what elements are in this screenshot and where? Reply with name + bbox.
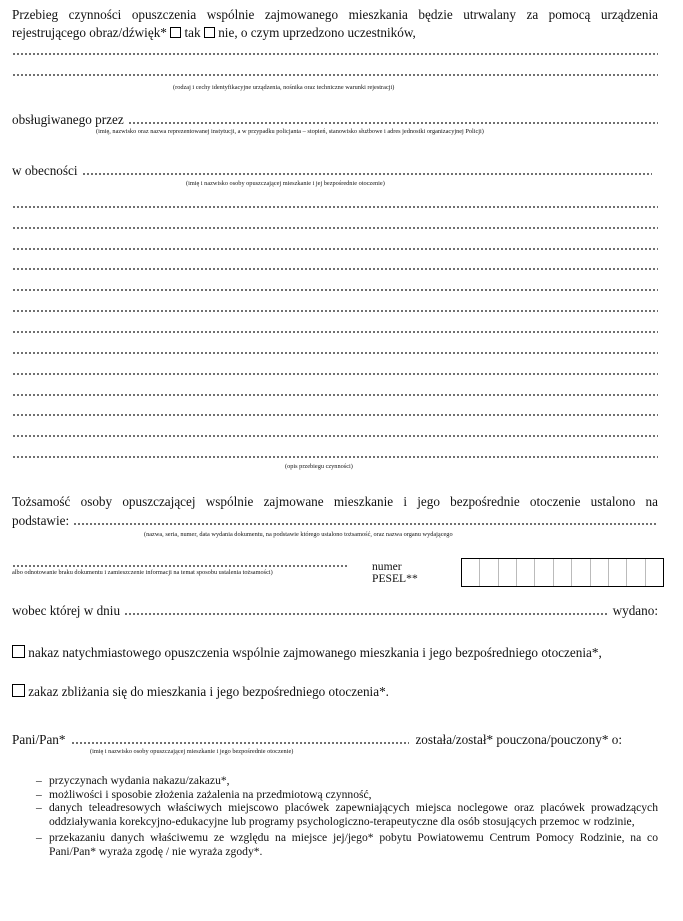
operator-label: obsługiwanego przez [12, 112, 124, 127]
recording-device-field-1[interactable] [12, 53, 658, 55]
pesel-digit-cell [591, 559, 609, 586]
recording-no-checkbox[interactable] [204, 27, 215, 38]
pesel-label [372, 561, 418, 586]
instruction-row [12, 731, 622, 748]
description-field-10[interactable] [12, 394, 658, 396]
description-field-1[interactable] [12, 206, 658, 208]
description-field-8[interactable] [12, 352, 658, 354]
presence-row [12, 162, 652, 179]
operator-field[interactable] [128, 122, 658, 124]
presence-hint: (imię i nazwisko osoby opuszczającej mieszkanie i jej bezpośrednie otoczenie) [186, 180, 385, 187]
pesel-digit-cell [572, 559, 590, 586]
order-eviction-label: nakaz natychmiastowego opuszczenia wspólnie zajmowanego mieszkania i jego bezpośredniego otoczenia*, [28, 645, 602, 660]
description-field-11[interactable] [12, 414, 658, 416]
description-field-4[interactable] [12, 268, 658, 270]
identity-hint-1: (nazwa, seria, numer, data wydania dokumentu, na podstawie którego ustalono tożsamość, oraz nazwa organu wydającego [144, 531, 453, 538]
list-item: – możliwości i sposobie złożenia zażalenia na przedmiotową czynność, [36, 788, 658, 802]
order-approach-checkbox[interactable] [12, 684, 25, 697]
description-field-9[interactable] [12, 373, 658, 375]
recording-device-field-2[interactable] [12, 74, 658, 76]
order-approach-label: zakaz zbliżania się do mieszkania i jego bezpośredniego otoczenia*. [28, 684, 389, 699]
pesel-digit-cell [499, 559, 517, 586]
pesel-digit-cell [462, 559, 480, 586]
recording-device-hint: (rodzaj i cechy identyfikacyjne urządzenia, nośnika oraz techniczne warunki rejestracji) [173, 84, 395, 91]
presence-label: w obecności [12, 163, 78, 178]
description-field-2[interactable] [12, 227, 658, 229]
issued-label: wobec której w dniu [12, 603, 121, 618]
recording-no-label: nie, o czym uprzedzono uczestników, [218, 25, 416, 40]
description-field-13[interactable] [12, 456, 658, 458]
pesel-digit-cell [609, 559, 627, 586]
pesel-digit-cell [535, 559, 553, 586]
recording-label: rejestrującego obraz/dźwięk* [12, 25, 167, 40]
pesel-digit-cell [646, 559, 663, 586]
pesel-digit-cell [480, 559, 498, 586]
pesel-digit-cell [627, 559, 645, 586]
issued-date-field[interactable] [124, 613, 609, 615]
presence-field[interactable] [82, 173, 652, 175]
instruction-suffix: została/został* pouczona/pouczony* o: [415, 732, 622, 747]
order-eviction-option[interactable] [12, 644, 602, 661]
instruction-label: Pani/Pan* [12, 732, 66, 747]
operator-row [12, 111, 658, 128]
issued-suffix: wydano: [612, 603, 658, 618]
description-field-3[interactable] [12, 248, 658, 250]
description-field-5[interactable] [12, 289, 658, 291]
identity-alternative-field[interactable] [12, 565, 348, 567]
identity-row [12, 512, 658, 529]
pesel-digit-cell [517, 559, 535, 586]
pesel-input[interactable] [461, 558, 664, 587]
instruction-list [36, 774, 658, 859]
description-field-7[interactable] [12, 331, 658, 333]
instruction-hint: (imię i nazwisko osoby opuszczającej mieszkanie i jego bezpośrednie otoczenie) [90, 748, 294, 755]
list-item: – danych teleadresowych właściwych miejscowo placówek zapewniających miejsca noclegowe oraz placówek prowadzących oddziaływania korekcyjno-edukacyjne lub programy psychologiczno-terapeutyczne dla osób stosujących przemoc w rodzinie, [36, 801, 658, 828]
order-eviction-checkbox[interactable] [12, 645, 25, 658]
recording-intro-line: Przebieg czynności opuszczenia wspólnie zajmowanego mieszkania będzie utrwalany za pomocą urządzenia [12, 7, 658, 22]
identity-intro-line: Tożsamość osoby opuszczającej wspólnie zajmowane mieszkanie i jego bezpośrednie otoczenie ustalono na [12, 494, 658, 509]
identity-hint-2: albo odnotowanie braku dokumentu i zamieszczenie informacji na temat sposobu ustalenia tożsamości) [12, 569, 273, 576]
instruction-person-field[interactable] [71, 742, 409, 744]
pesel-label-pesel: PESEL** [372, 572, 418, 586]
recording-yes-checkbox[interactable] [170, 27, 181, 38]
issued-row [12, 602, 658, 619]
pesel-label-number: numer [372, 560, 402, 573]
operator-hint: (imię, nazwisko oraz nazwa reprezentowanej instytucji, a w przypadku policjanta – stopień, stanowisko służbowe i adres jednostki organizacyjnej Policji) [96, 128, 484, 135]
recording-yes-label: tak [184, 25, 201, 40]
identity-document-field[interactable] [73, 523, 658, 525]
identity-label: podstawie: [12, 513, 70, 528]
pesel-digit-cell [554, 559, 572, 586]
description-field-12[interactable] [12, 435, 658, 437]
description-hint: (opis przebiegu czynności) [285, 463, 353, 470]
list-item: – przekazaniu danych właściwemu ze względu na miejsce jej/jego* pobytu Powiatowemu Centrum Pomocy Rodzinie, na co Pani/Pan* wyraża zgodę / nie wyraża zgody*. [36, 831, 658, 858]
list-item: – przyczynach wydania nakazu/zakazu*, [36, 774, 658, 788]
recording-options [12, 24, 416, 41]
description-field-6[interactable] [12, 310, 658, 312]
order-approach-option[interactable] [12, 683, 389, 700]
